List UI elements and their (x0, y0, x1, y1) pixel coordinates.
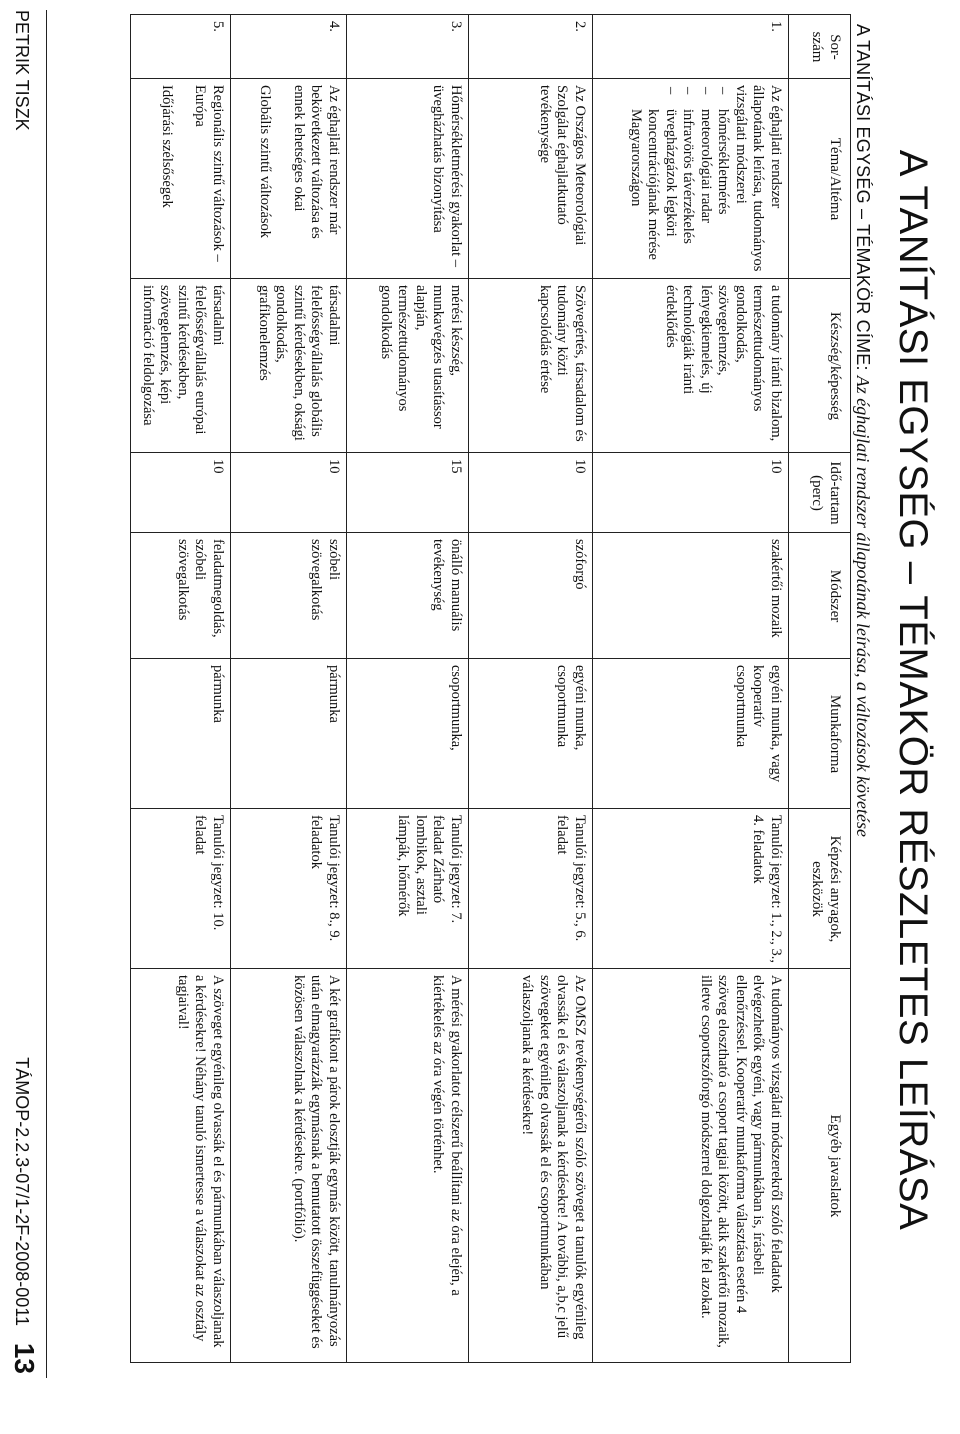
row-skill: Szövegértés, társadalom és tudomány közti kapcsolódás értése (469, 279, 593, 453)
list-item: – üvegházgázok légköri koncentrációjának mérése Magyarországon (627, 85, 680, 273)
topic-text: Az éghajlati rendszer már bekövetkezett változása és ennek lehetséges okai (291, 85, 342, 239)
row-time: 10 (469, 453, 593, 533)
footer-project-code: TÁMOP-2.2.3-07/1-2F-2008-0011 (12, 1057, 32, 1326)
page-number: 13 (9, 1342, 40, 1374)
row-num: 5. (131, 15, 231, 79)
row-work: egyéni munka, vagy kooperatív csoportmunka (593, 659, 789, 809)
table-row (131, 15, 231, 1363)
unit-title-label: A TANÍTÁSI EGYSÉG – TÉMAKÖR CÍME: (853, 24, 873, 371)
topic-text: Időjárási szélsőségek (159, 85, 175, 208)
row-skill: mérési készség, munkavégzés utasítássor alapján, természettudományos gondolkodás (347, 279, 469, 453)
row-method: szakértői mozaik (593, 533, 789, 659)
header-other: Egyéb javaslatok (789, 969, 851, 1363)
row-work: pármunka (131, 659, 231, 809)
row-work: csoportmunka, (347, 659, 469, 809)
row-other: Az OMSZ tevékenységéről szóló szöveget a tanulók egyénileg olvassák el és válaszoljanak a kérdésekre! A további, a,b,c jelű szövegeket egyénileg olvassák el és csoportmunkában válaszoljanak a kérdésekre! (469, 969, 593, 1363)
row-method: szóforgó (469, 533, 593, 659)
row-work: egyéni munka, csoportmunka (469, 659, 593, 809)
row-num: 1. (593, 15, 789, 79)
topic-text: Regionális szintű változások – Európa (192, 85, 226, 262)
row-work: pármunka (231, 659, 347, 809)
row-other: A két grafikont a párok elosztják egymás között, tanulmányozás után elmagyarázzák egymásnak a bemutatott összefüggéseket és közösen válaszolnak a kérdésekre. (portfólió). (231, 969, 347, 1363)
header-method: Módszer (789, 533, 851, 659)
row-skill: társadalmi felelősségvállalás európai szintű kérdésekben, szövegelemzés, képi információ feldolgozása (131, 279, 231, 453)
row-topic (231, 79, 347, 279)
row-skill: társadalmi felelősségvállalás globális szintű kérdésekben, oksági gondolkodás, grafikonelemzés (231, 279, 347, 453)
row-materials: Tanulói jegyzet: 8., 9. feladatok (231, 809, 347, 969)
row-time: 10 (131, 453, 231, 533)
header-num: Sor-szám (789, 15, 851, 79)
lesson-plan-table (130, 14, 851, 1363)
header-skill: Készség/képesség (789, 279, 851, 453)
row-num: 3. (347, 15, 469, 79)
row-time: 10 (593, 453, 789, 533)
topic-subtopics (627, 85, 732, 273)
table-row (231, 15, 347, 1363)
row-method: szóbeli szövegalkotás (231, 533, 347, 659)
list-item: – meteorológiai radar (697, 85, 715, 273)
table-row (469, 15, 593, 1363)
row-method: önálló manuális tevékenység (347, 533, 469, 659)
header-materials: Képzési anyagok, eszközök (789, 809, 851, 969)
row-other: A szöveget egyénileg olvassák el és pármunkában válaszoljanak a kérdésekre! Néhány tanuló ismertesse a válaszokat az osztály tagjaival! (131, 969, 231, 1363)
page-title: A TANÍTÁSI EGYSÉG – TÉMAKÖR RÉSZLETES LEÍRÁSA (891, 149, 935, 1231)
row-materials: Tanulói jegyzet: 10. feladat (131, 809, 231, 969)
header-work: Munkaforma (789, 659, 851, 809)
table-header-row (789, 15, 851, 1363)
row-materials: Tanulói jegyzet: 1., 2., 3., 4. feladatok (593, 809, 789, 969)
row-num: 2. (469, 15, 593, 79)
unit-title-value: Az éghajlati rendszer állapotának leírása, a változások követése (853, 375, 873, 837)
row-materials: Tanulói jegyzet: 7. feladat Zárható lombikok, asztali lámpák, hőmérők (347, 809, 469, 969)
row-topic (593, 79, 789, 279)
row-num: 4. (231, 15, 347, 79)
table-row (593, 15, 789, 1363)
page-footer (1, 10, 47, 1380)
row-materials: Tanulói jegyzet: 5., 6. feladat (469, 809, 593, 969)
list-item: – hőmérsékletmérés (714, 85, 732, 273)
row-time: 15 (347, 453, 469, 533)
header-time: Idő-tartam (perc) (789, 453, 851, 533)
list-item: – infravörös távérzékelés (679, 85, 697, 273)
topic-text: Globális szintű változások (257, 85, 274, 239)
footer-rule (46, 10, 47, 1378)
footer-publisher: PETRIK TISZK (12, 10, 32, 131)
header-topic: Téma/Altéma (789, 79, 851, 279)
unit-title (849, 24, 877, 1344)
topic-text: Az éghajlati rendszer állapotának leírása, tudományos vizsgálati módszerei (733, 85, 784, 272)
row-skill: a tudomány iránti bizalom, természettudományos gondolkodás, szövegelemzés, lényegkiemelés, új technológiák iránti érdeklődés (593, 279, 789, 453)
row-other: A tudományos vizsgálati módszerekről szóló feladatok elvégezhetők egyéni, vagy pármunkában is, írásbeli ellenőrzéssel. Kooperatív munkaforma választása esetén 4 szöveg elosztható a csoport tagjai között, akik szakértői mozaik, illetve csoportszóforgó módszerrel dolgozhatják fel azokat. (593, 969, 789, 1363)
row-topic (131, 79, 231, 279)
row-topic: Hőmérsékletmérési gyakorlat – üvegházhatás bizonyítása (347, 79, 469, 279)
row-method: feladatmegoldás, szóbeli szövegalkotás (131, 533, 231, 659)
row-time: 10 (231, 453, 347, 533)
table-row (347, 15, 469, 1363)
row-topic: Az Országos Meteorológiai Szolgálat éghajlatkutató tevékenysége (469, 79, 593, 279)
row-other: A mérési gyakorlatot célszerű beállítani az óra elején, a kiértékelés az óra végén történhet. (347, 969, 469, 1363)
